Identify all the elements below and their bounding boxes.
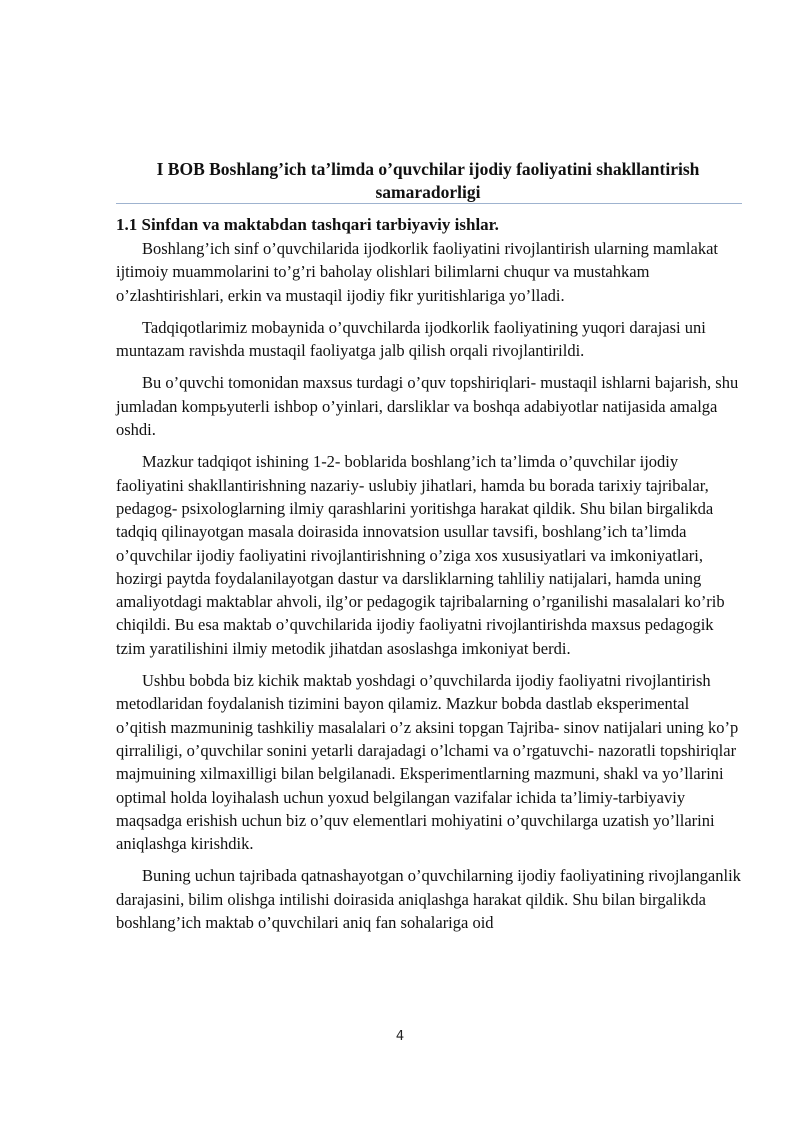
paragraph: Boshlang’ich sinf o’quvchilarida ijodkorlik faoliyatini rivojlantirish ularning mamlakat ijtimoiy muammolarini to’g’ri baholay olishlari bilimlarni chuqur va mustahkam o’zlashtirishlari, erkin va mustaqil ijodiy fikr yuritishlariga yo’lladi. xyxy=(116,239,719,305)
chapter-title: I BOB Boshlang’ich ta’limda o’quvchilar ijodiy faoliyatini shakllantirish samaradorligi xyxy=(156,159,700,202)
paragraph: Buning uchun tajribada qatnashayotgan o’quvchilarning ijodiy faoliyatining rivojlanganlik darajasini, bilim olishga intilishi doirasida aniqlashga harakat qildik. Shu bilan birgalikda boshlang’ich maktab o’quvchilari aniq fan sohalariga oid xyxy=(116,866,741,933)
paragraph: Mazkur tadqiqot ishining 1-2- boblarida boshlang’ich ta’limda o’quvchilar ijodiy faoliyatini shakllantirishning nazariy- uslubiy jihatlari, hamda bu borada tarixiy tajribalar, pedagog- psixologlarning ilmiy qarashlarini yoritishga harakat qildik. Shu bilan birgalikda tadqiq qilinayotgan masala doirasida innovatsion usullar tavsifi, boshlang’ich ta’limda o’quvchilar ijodiy faoliyatini rivojlantirishning o’ziga xos xususiyatlari va imkoniyatlari, hozirgi paytda foydalanilayotgan dastur va darsliklarning tahliliy natijalari, hamda uning amaliyotdagi maktablar ahvoli, ilg’or pedagogik tajribalarning o’rganilishi masalalari ko’rib chiqildi. Bu esa maktab o’quvchilarida ijodiy faoliyatni rivojlantirishda maxsus pedagogik tzim yaratilishini ilmiy metodik jihatdan asoslashga imkoniyat berdi. xyxy=(116,452,725,658)
title-underline-rule xyxy=(116,203,742,204)
paragraph: Bu o’quvchi tomonidan maxsus turdagi o’quv topshiriqlari- mustaqil ishlarni bajarish, shu jumladan kompьyuterli ishbop o’yinlari, darsliklar va boshqa adabiyotlar natijasida amalga oshdi. xyxy=(116,373,739,440)
paragraph: Tadqiqotlarimiz mobaynida o’quvchilarda ijodkorlik faoliyatining yuqori darajasi uni muntazam ravishda mustaqil faoliyatga jalb qilish orqali rivojlantirildi. xyxy=(116,317,706,361)
paragraph: Ushbu bobda biz kichik maktab yoshdagi o’quvchilarda ijodiy faoliyatni rivojlantirish metodlaridan foydalanish tizimini bayon qilamiz. Mazkur bobda dastlab eksperimental o’qitish mazmuninig tashkiliy masalalari o’z aksini topgan Tajriba- sinov natijalari uning ko’p qirraliligi, o’quvchilar sonini yetarli darajadagi o’lchami va o’rgatuvchi- nazoratli topshiriqlar majmuining xilmaxilligi bilan belgilanadi. Eksperimentlarning mazmuni, shakl va yo’llarini optimal holda loyihalash uchun yoxud belgilangan vazifalar ichida ta’limiy-tarbiyaviy maqsadga erishish uchun biz o’quv elementlari mohiyatini o’quvchilarga uzatish yo’llarini aniqlashga kirishdik. xyxy=(116,671,739,854)
page-number: 4 xyxy=(395,1029,405,1044)
section-heading: 1.1 Sinfdan va maktabdan tashqari tarbiyaviy ishlar. xyxy=(116,215,499,234)
body-text xyxy=(116,213,742,943)
